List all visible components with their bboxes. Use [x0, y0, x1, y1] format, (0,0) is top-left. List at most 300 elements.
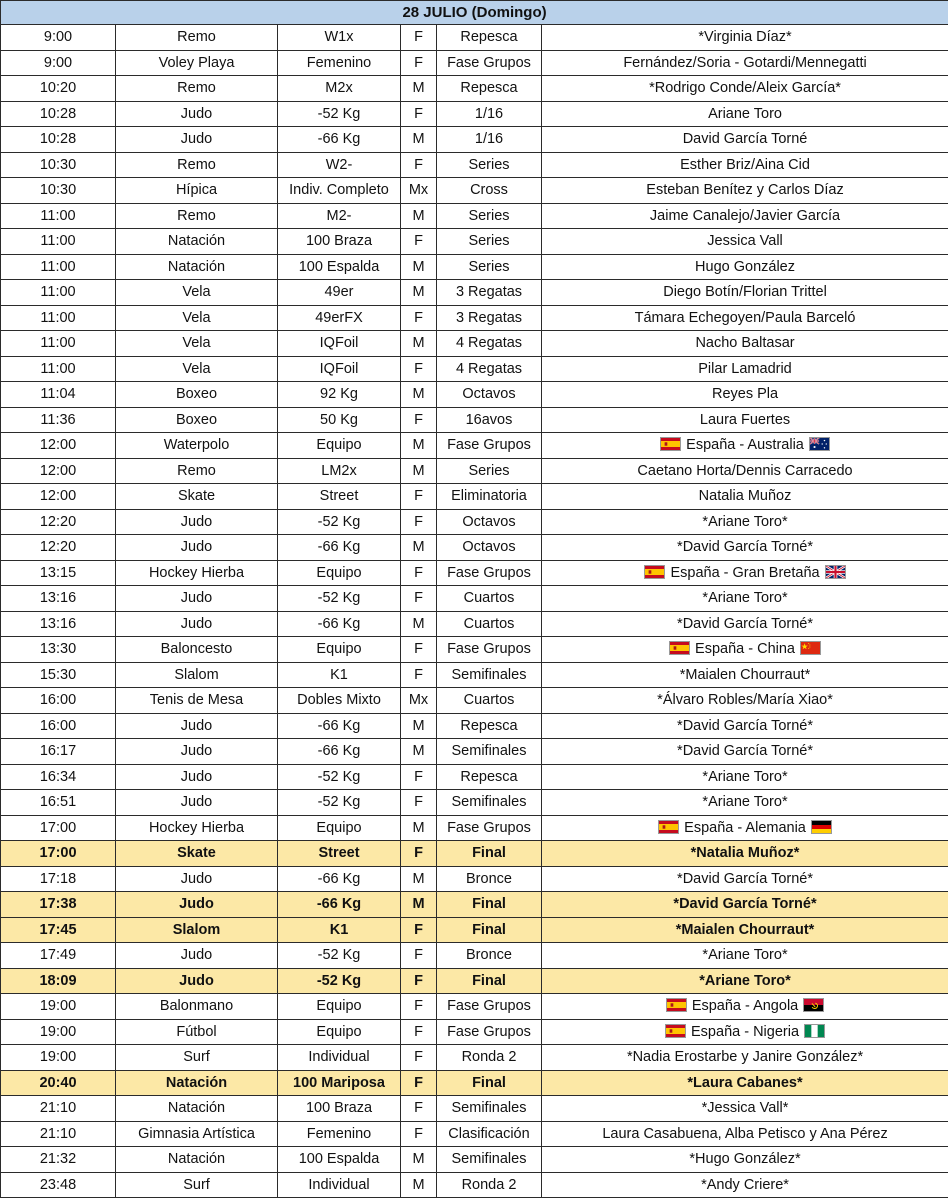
time-cell: 11:00: [1, 305, 116, 331]
schedule-row: [1, 662, 948, 688]
event-cell: 100 Espalda: [278, 254, 401, 280]
athletes-cell: *Laura Cabanes*: [542, 1070, 948, 1096]
athletes-cell: Fernández/Soria - Gotardi/Mennegatti: [542, 50, 948, 76]
event-cell: K1: [278, 917, 401, 943]
schedule-row: [1, 127, 948, 153]
athletes-cell: *Ariane Toro*: [542, 968, 948, 994]
schedule-row: [1, 152, 948, 178]
phase-cell: Bronce: [437, 943, 542, 969]
event-cell: -66 Kg: [278, 713, 401, 739]
sport-cell: Gimnasia Artística: [116, 1121, 278, 1147]
gender-cell: F: [401, 1070, 437, 1096]
athletes-cell: *David García Torné*: [542, 611, 948, 637]
athletes-cell: *Maialen Chourraut*: [542, 662, 948, 688]
athletes-cell: *David García Torné*: [542, 535, 948, 561]
schedule-row: [1, 1147, 948, 1173]
final-row: [1, 917, 948, 943]
gender-cell: M: [401, 458, 437, 484]
event-cell: -52 Kg: [278, 790, 401, 816]
au-flag-icon: [809, 437, 830, 451]
schedule-row: [1, 331, 948, 357]
athletes-cell: Diego Botín/Florian Trittel: [542, 280, 948, 306]
sport-cell: Vela: [116, 280, 278, 306]
gb-flag-icon: [825, 565, 846, 579]
es-flag-icon: [660, 437, 681, 451]
gender-cell: M: [401, 433, 437, 459]
time-cell: 17:49: [1, 943, 116, 969]
phase-cell: Fase Grupos: [437, 560, 542, 586]
sport-cell: Judo: [116, 611, 278, 637]
phase-cell: Semifinales: [437, 662, 542, 688]
phase-cell: Repesca: [437, 25, 542, 51]
athletes-cell: *Ariane Toro*: [542, 586, 948, 612]
event-cell: Individual: [278, 1045, 401, 1071]
time-cell: 10:30: [1, 178, 116, 204]
event-cell: -52 Kg: [278, 101, 401, 127]
gender-cell: M: [401, 1147, 437, 1173]
match-label: España - Australia: [686, 437, 804, 454]
event-cell: 50 Kg: [278, 407, 401, 433]
gender-cell: M: [401, 280, 437, 306]
sport-cell: Slalom: [116, 662, 278, 688]
event-cell: -52 Kg: [278, 509, 401, 535]
time-cell: 15:30: [1, 662, 116, 688]
time-cell: 16:17: [1, 739, 116, 765]
schedule-row: [1, 280, 948, 306]
time-cell: 16:00: [1, 688, 116, 714]
gender-cell: F: [401, 917, 437, 943]
time-cell: 10:20: [1, 76, 116, 102]
sport-cell: Remo: [116, 152, 278, 178]
phase-cell: Final: [437, 892, 542, 918]
event-cell: IQFoil: [278, 356, 401, 382]
phase-cell: Semifinales: [437, 739, 542, 765]
athletes-cell: Pilar Lamadrid: [542, 356, 948, 382]
event-cell: 100 Mariposa: [278, 1070, 401, 1096]
sport-cell: Remo: [116, 76, 278, 102]
gender-cell: M: [401, 815, 437, 841]
event-cell: Indiv. Completo: [278, 178, 401, 204]
schedule-row: [1, 764, 948, 790]
event-cell: Equipo: [278, 637, 401, 663]
sport-cell: Baloncesto: [116, 637, 278, 663]
gender-cell: F: [401, 560, 437, 586]
gender-cell: F: [401, 509, 437, 535]
schedule-row: [1, 484, 948, 510]
athletes-cell: Hugo González: [542, 254, 948, 280]
athletes-cell: [542, 994, 948, 1020]
athletes-cell: *David García Torné*: [542, 713, 948, 739]
final-row: [1, 1070, 948, 1096]
sport-cell: Surf: [116, 1045, 278, 1071]
event-cell: Femenino: [278, 1121, 401, 1147]
athletes-cell: *Nadia Erostarbe y Janire González*: [542, 1045, 948, 1071]
athletes-cell: Natalia Muñoz: [542, 484, 948, 510]
time-cell: 12:00: [1, 433, 116, 459]
sport-cell: Vela: [116, 356, 278, 382]
phase-cell: Ronda 2: [437, 1045, 542, 1071]
phase-cell: Octavos: [437, 382, 542, 408]
schedule-row: [1, 688, 948, 714]
phase-cell: Series: [437, 229, 542, 255]
athletes-cell: *David García Torné*: [542, 739, 948, 765]
gender-cell: M: [401, 203, 437, 229]
gender-cell: M: [401, 382, 437, 408]
sport-cell: Judo: [116, 764, 278, 790]
time-cell: 13:30: [1, 637, 116, 663]
final-row: [1, 968, 948, 994]
schedule-row: [1, 713, 948, 739]
phase-cell: 16avos: [437, 407, 542, 433]
sport-cell: Balonmano: [116, 994, 278, 1020]
athletes-cell: Esther Briz/Aina Cid: [542, 152, 948, 178]
schedule-title: 28 JULIO (Domingo): [1, 1, 948, 25]
gender-cell: F: [401, 356, 437, 382]
schedule-row: [1, 25, 948, 51]
time-cell: 10:28: [1, 127, 116, 153]
gender-cell: F: [401, 841, 437, 867]
sport-cell: Boxeo: [116, 382, 278, 408]
schedule-row: [1, 739, 948, 765]
time-cell: 19:00: [1, 1019, 116, 1045]
phase-cell: Cuartos: [437, 586, 542, 612]
phase-cell: Series: [437, 203, 542, 229]
sport-cell: Slalom: [116, 917, 278, 943]
gender-cell: F: [401, 484, 437, 510]
match-label: España - Nigeria: [691, 1023, 800, 1040]
gender-cell: M: [401, 127, 437, 153]
phase-cell: Series: [437, 152, 542, 178]
schedule-row: [1, 305, 948, 331]
ng-flag-icon: [804, 1024, 825, 1038]
sport-cell: Judo: [116, 866, 278, 892]
time-cell: 11:36: [1, 407, 116, 433]
event-cell: Equipo: [278, 1019, 401, 1045]
gender-cell: F: [401, 152, 437, 178]
schedule-row: [1, 586, 948, 612]
time-cell: 23:48: [1, 1172, 116, 1198]
gender-cell: F: [401, 790, 437, 816]
athletes-cell: Jessica Vall: [542, 229, 948, 255]
gender-cell: F: [401, 764, 437, 790]
athletes-cell: *Ariane Toro*: [542, 509, 948, 535]
schedule-row: [1, 1096, 948, 1122]
gender-cell: F: [401, 407, 437, 433]
gender-cell: M: [401, 254, 437, 280]
schedule-row: [1, 994, 948, 1020]
event-cell: Equipo: [278, 815, 401, 841]
athletes-cell: *Jessica Vall*: [542, 1096, 948, 1122]
time-cell: 11:00: [1, 331, 116, 357]
gender-cell: F: [401, 229, 437, 255]
sport-cell: Skate: [116, 484, 278, 510]
phase-cell: 3 Regatas: [437, 280, 542, 306]
time-cell: 16:51: [1, 790, 116, 816]
event-cell: Equipo: [278, 994, 401, 1020]
time-cell: 9:00: [1, 25, 116, 51]
time-cell: 21:10: [1, 1096, 116, 1122]
event-cell: -66 Kg: [278, 866, 401, 892]
time-cell: 20:40: [1, 1070, 116, 1096]
es-flag-icon: [666, 998, 687, 1012]
sport-cell: Voley Playa: [116, 50, 278, 76]
event-cell: Femenino: [278, 50, 401, 76]
time-cell: 13:16: [1, 611, 116, 637]
match-label: España - Gran Bretaña: [670, 564, 820, 581]
sport-cell: Judo: [116, 713, 278, 739]
sport-cell: Judo: [116, 127, 278, 153]
sport-cell: Remo: [116, 458, 278, 484]
es-flag-icon: [665, 1024, 686, 1038]
phase-cell: Semifinales: [437, 1147, 542, 1173]
phase-cell: Repesca: [437, 764, 542, 790]
sport-cell: Hípica: [116, 178, 278, 204]
phase-cell: Semifinales: [437, 1096, 542, 1122]
phase-cell: Cross: [437, 178, 542, 204]
phase-cell: Clasificación: [437, 1121, 542, 1147]
ao-flag-icon: [803, 998, 824, 1012]
phase-cell: Fase Grupos: [437, 50, 542, 76]
gender-cell: F: [401, 968, 437, 994]
time-cell: 10:30: [1, 152, 116, 178]
gender-cell: F: [401, 50, 437, 76]
athletes-cell: [542, 637, 948, 663]
schedule-row: [1, 509, 948, 535]
sport-cell: Judo: [116, 586, 278, 612]
athletes-cell: [542, 1019, 948, 1045]
schedule-row: [1, 101, 948, 127]
phase-cell: Fase Grupos: [437, 637, 542, 663]
gender-cell: Mx: [401, 178, 437, 204]
time-cell: 18:09: [1, 968, 116, 994]
athletes-cell: *Ariane Toro*: [542, 790, 948, 816]
event-cell: -52 Kg: [278, 764, 401, 790]
schedule-row: [1, 356, 948, 382]
schedule-row: [1, 178, 948, 204]
athletes-cell: Jaime Canalejo/Javier García: [542, 203, 948, 229]
athletes-cell: *Virginia Díaz*: [542, 25, 948, 51]
sport-cell: Fútbol: [116, 1019, 278, 1045]
athletes-cell: *Álvaro Robles/María Xiao*: [542, 688, 948, 714]
phase-cell: Bronce: [437, 866, 542, 892]
gender-cell: F: [401, 662, 437, 688]
athletes-cell: David García Torné: [542, 127, 948, 153]
sport-cell: Natación: [116, 1070, 278, 1096]
phase-cell: Eliminatoria: [437, 484, 542, 510]
time-cell: 17:18: [1, 866, 116, 892]
sport-cell: Natación: [116, 229, 278, 255]
phase-cell: Cuartos: [437, 611, 542, 637]
sport-cell: Natación: [116, 1147, 278, 1173]
phase-cell: 1/16: [437, 127, 542, 153]
schedule-row: [1, 790, 948, 816]
phase-cell: 1/16: [437, 101, 542, 127]
sport-cell: Hockey Hierba: [116, 815, 278, 841]
gender-cell: F: [401, 586, 437, 612]
gender-cell: F: [401, 25, 437, 51]
gender-cell: F: [401, 994, 437, 1020]
gender-cell: F: [401, 1096, 437, 1122]
athletes-cell: [542, 815, 948, 841]
phase-cell: Repesca: [437, 713, 542, 739]
event-cell: M2x: [278, 76, 401, 102]
time-cell: 10:28: [1, 101, 116, 127]
event-cell: -52 Kg: [278, 968, 401, 994]
es-flag-icon: [669, 641, 690, 655]
event-cell: W1x: [278, 25, 401, 51]
sport-cell: Boxeo: [116, 407, 278, 433]
de-flag-icon: [811, 820, 832, 834]
time-cell: 17:38: [1, 892, 116, 918]
athletes-cell: Laura Fuertes: [542, 407, 948, 433]
phase-cell: Fase Grupos: [437, 815, 542, 841]
time-cell: 12:00: [1, 484, 116, 510]
time-cell: 11:00: [1, 254, 116, 280]
title-row: [1, 1, 948, 25]
time-cell: 12:20: [1, 509, 116, 535]
cn-flag-icon: [800, 641, 821, 655]
event-cell: -66 Kg: [278, 739, 401, 765]
sport-cell: Remo: [116, 25, 278, 51]
event-cell: IQFoil: [278, 331, 401, 357]
schedule-row: [1, 203, 948, 229]
final-row: [1, 841, 948, 867]
schedule-row: [1, 1121, 948, 1147]
schedule-row: [1, 560, 948, 586]
athletes-cell: Laura Casabuena, Alba Petisco y Ana Pérez: [542, 1121, 948, 1147]
event-cell: LM2x: [278, 458, 401, 484]
match-label: España - Alemania: [684, 819, 806, 836]
event-cell: -66 Kg: [278, 611, 401, 637]
schedule-row: [1, 1019, 948, 1045]
phase-cell: Final: [437, 1070, 542, 1096]
athletes-cell: *Ariane Toro*: [542, 943, 948, 969]
event-cell: -52 Kg: [278, 586, 401, 612]
athletes-cell: *Rodrigo Conde/Aleix García*: [542, 76, 948, 102]
event-cell: Street: [278, 484, 401, 510]
schedule-row: [1, 458, 948, 484]
athletes-cell: *Maialen Chourraut*: [542, 917, 948, 943]
schedule-row: [1, 611, 948, 637]
phase-cell: Fase Grupos: [437, 1019, 542, 1045]
es-flag-icon: [644, 565, 665, 579]
event-cell: -52 Kg: [278, 943, 401, 969]
sport-cell: Vela: [116, 331, 278, 357]
sport-cell: Surf: [116, 1172, 278, 1198]
time-cell: 17:45: [1, 917, 116, 943]
time-cell: 11:04: [1, 382, 116, 408]
schedule-row: [1, 50, 948, 76]
athletes-cell: *Natalia Muñoz*: [542, 841, 948, 867]
sport-cell: Natación: [116, 1096, 278, 1122]
event-cell: 100 Braza: [278, 229, 401, 255]
sport-cell: Remo: [116, 203, 278, 229]
sport-cell: Skate: [116, 841, 278, 867]
phase-cell: Octavos: [437, 535, 542, 561]
schedule-row: [1, 866, 948, 892]
event-cell: -66 Kg: [278, 535, 401, 561]
gender-cell: F: [401, 1121, 437, 1147]
event-cell: K1: [278, 662, 401, 688]
athletes-cell: Reyes Pla: [542, 382, 948, 408]
phase-cell: Fase Grupos: [437, 433, 542, 459]
event-cell: 100 Espalda: [278, 1147, 401, 1173]
time-cell: 19:00: [1, 994, 116, 1020]
phase-cell: 4 Regatas: [437, 331, 542, 357]
athletes-cell: Támara Echegoyen/Paula Barceló: [542, 305, 948, 331]
phase-cell: Fase Grupos: [437, 994, 542, 1020]
phase-cell: Series: [437, 458, 542, 484]
athletes-cell: Ariane Toro: [542, 101, 948, 127]
event-cell: M2-: [278, 203, 401, 229]
gender-cell: M: [401, 535, 437, 561]
event-cell: Individual: [278, 1172, 401, 1198]
sport-cell: Judo: [116, 101, 278, 127]
schedule-row: [1, 229, 948, 255]
gender-cell: M: [401, 866, 437, 892]
sport-cell: Judo: [116, 943, 278, 969]
phase-cell: Repesca: [437, 76, 542, 102]
phase-cell: Cuartos: [437, 688, 542, 714]
gender-cell: M: [401, 76, 437, 102]
sport-cell: Judo: [116, 790, 278, 816]
phase-cell: Final: [437, 968, 542, 994]
gender-cell: M: [401, 713, 437, 739]
time-cell: 13:15: [1, 560, 116, 586]
sport-cell: Waterpolo: [116, 433, 278, 459]
athletes-cell: *David García Torné*: [542, 892, 948, 918]
phase-cell: 4 Regatas: [437, 356, 542, 382]
time-cell: 12:20: [1, 535, 116, 561]
schedule-row: [1, 407, 948, 433]
phase-cell: Series: [437, 254, 542, 280]
sport-cell: Natación: [116, 254, 278, 280]
es-flag-icon: [658, 820, 679, 834]
athletes-cell: Caetano Horta/Dennis Carracedo: [542, 458, 948, 484]
phase-cell: Semifinales: [437, 790, 542, 816]
event-cell: -66 Kg: [278, 892, 401, 918]
athletes-cell: *David García Torné*: [542, 866, 948, 892]
time-cell: 16:34: [1, 764, 116, 790]
time-cell: 11:00: [1, 203, 116, 229]
time-cell: 11:00: [1, 280, 116, 306]
sport-cell: Hockey Hierba: [116, 560, 278, 586]
schedule-row: [1, 76, 948, 102]
time-cell: 17:00: [1, 841, 116, 867]
gender-cell: M: [401, 611, 437, 637]
schedule-row: [1, 382, 948, 408]
time-cell: 21:32: [1, 1147, 116, 1173]
gender-cell: F: [401, 101, 437, 127]
gender-cell: F: [401, 943, 437, 969]
event-cell: 49er: [278, 280, 401, 306]
schedule-row: [1, 1045, 948, 1071]
athletes-cell: *Hugo González*: [542, 1147, 948, 1173]
event-cell: Dobles Mixto: [278, 688, 401, 714]
gender-cell: F: [401, 1045, 437, 1071]
event-cell: Equipo: [278, 560, 401, 586]
phase-cell: 3 Regatas: [437, 305, 542, 331]
event-cell: 100 Braza: [278, 1096, 401, 1122]
match-label: España - China: [695, 641, 795, 658]
schedule-row: [1, 637, 948, 663]
time-cell: 11:00: [1, 229, 116, 255]
gender-cell: Mx: [401, 688, 437, 714]
athletes-cell: Nacho Baltasar: [542, 331, 948, 357]
athletes-cell: *Ariane Toro*: [542, 764, 948, 790]
time-cell: 17:00: [1, 815, 116, 841]
sport-cell: Tenis de Mesa: [116, 688, 278, 714]
